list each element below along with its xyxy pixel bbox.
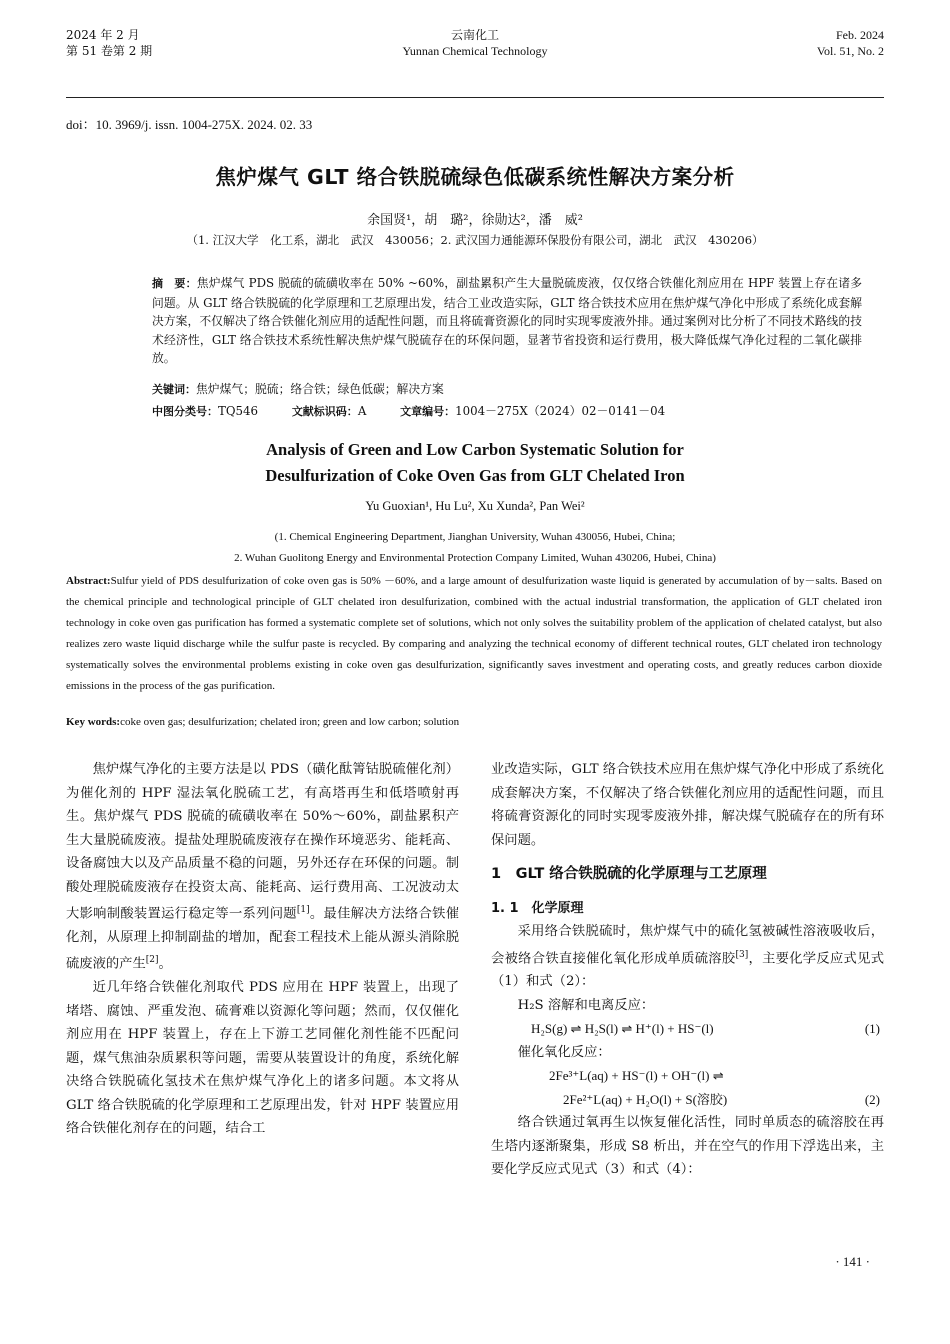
section-heading: 1 GLT 络合铁脱硫的化学原理与工艺原理: [491, 866, 767, 882]
equation-2-number: (2): [864, 1091, 880, 1107]
abstract-cn: [152, 274, 862, 368]
body-column-right: [491, 758, 884, 1182]
paragraph: 业改造实际，GLT 络合铁技术应用在焦炉煤气净化中形成了系统化成套解决方案，不仅解决了络合铁催化剂应用的适配性问题，而且将硫膏资源化的同时实现零废液外排，解决煤气脱硫存在的所有环保问题。: [491, 762, 884, 848]
header-journal-cn: 云南化工: [450, 28, 499, 42]
title-en-line-1: Analysis of Green and Low Carbon Systematic Solution for: [266, 440, 684, 459]
equation-2-text-a: 2Fe³⁺L(aq) + HS⁻(l) + OH⁻(l) ⇌: [549, 1068, 724, 1084]
abstract-en: [66, 571, 882, 697]
header-right: [817, 27, 884, 59]
page-number: · 141 ·: [835, 1254, 870, 1269]
equation-2-line-2: [491, 1088, 884, 1112]
header-volume-en: Vol. 51, No. 2: [816, 44, 884, 58]
paragraph: 近几年络合铁催化剂取代 PDS 应用在 HPF 装置上，出现了堵塔、腐蚀、严重发泡、硫膏难以资源化等问题；然而，仅仅催化剂应用在 HPF 装置上，存在上下游工艺同催化剂性能不匹配问题，煤气焦油杂质累积等问题，需要从装置设计的角度，系统化解决络合铁脱硫化氢技术在焦炉煤气净化上的诸多问题。本文将从 GLT 络合铁脱硫的化学原理和工艺原理出发，针对 HPF 装置应用络合铁催化剂存在的问题，结合工: [66, 980, 459, 1137]
header-center: [66, 27, 884, 59]
equation-1: [491, 1017, 884, 1041]
affiliation-en-2: 2. Wuhan Guolitong Energy and Environmental Protection Company Limited, Wuhan 430206, Hubei, China): [234, 552, 716, 564]
affiliations-en: [66, 527, 884, 569]
citation-ref[interactable]: [1]: [296, 905, 310, 915]
keywords-en-label: Key words:: [66, 716, 121, 728]
citation-ref[interactable]: [3]: [735, 949, 749, 960]
paragraph-text: 。: [158, 956, 172, 972]
title-en: [66, 437, 884, 489]
authors-en: Yu Guoxian¹, Hu Lu², Xu Xunda², Pan Wei²: [365, 499, 585, 513]
paragraph: 络合铁通过氧再生以恢复催化活性，同时单质态的硫溶胶在再生塔内逐渐聚集，形成 S8 析出，并在空气的作用下浮选出来，主要化学反应式见式（3）和式（4）：: [491, 1115, 884, 1178]
abstract-en-label: Abstract:: [66, 575, 111, 587]
running-header: [66, 27, 884, 98]
abstract-cn-label: 摘 要：: [152, 277, 197, 290]
header-journal-en: Yunnan Chemical Technology: [402, 44, 548, 58]
abstract-cn-text: 焦炉煤气 PDS 脱硫的硫磺收率在 50% ~60%，副盐累积产生大量脱硫废液，仅仅络合铁催化剂应用在 HPF 装置上存在诸多问题。从 GLT 络合铁脱硫的化学原理和工艺原理出发，结合工业改造实际，GLT 络合铁技术应用在焦炉煤气净化中形成了系统化成套解决方案，不仅解决了络合铁催化剂应用的适配性问题，而且将硫膏资源化的同时实现零废液外排。通过案例对比分析了不同技术路线的技术经济性，GLT 络合铁技术系统性解决焦炉煤气脱硫存在的环保问题，显著节省投资和运行费用，极大降低煤气净化过程的二氧化碳排放。: [152, 276, 863, 366]
keywords-en-text: coke oven gas; desulfurization; chelated iron; green and low carbon; solution: [120, 716, 460, 728]
header-date-en: Feb. 2024: [836, 28, 884, 42]
paragraph-text: ，主要化学反应式见式（1）和式（2）：: [491, 950, 885, 990]
paragraph: [66, 758, 459, 976]
classification-line: [152, 402, 695, 419]
body-column-left: [66, 758, 459, 1141]
article-number-value: 1004－275X（2024）02－0141－04: [455, 404, 666, 418]
clc-value: TQ546: [218, 404, 259, 418]
paragraph-text: 焦炉煤气净化的主要方法是以 PDS（磺化酞箐钴脱硫催化剂）为催化剂的 HPF 湿法氧化脱硫工艺，有高塔再生和低塔喷射再生。焦炉煤气 PDS 脱硫的硫磺收率在 50%～60%，副盐累积产生大量脱硫废液。提盐处理脱硫废液存在操作环境恶劣、能耗高、设备腐蚀大以及产品质量不稳的问题，另外还存在环保的问题。制酸处理脱硫废液存在投资太高、能耗高、运行费用高、工况波动太大影响制酸装置运行稳定等一系列问题: [66, 762, 459, 922]
subsection-heading: 1. 1 化学原理: [491, 900, 584, 916]
paragraph-text: 。最佳解决方法络合铁催化剂，从原理上抑制副盐的增加，配套工程技术上能从源头消除脱硫废液的产生: [66, 906, 460, 972]
equation-2-line-1: [491, 1064, 884, 1088]
title-cn: 焦炉煤气 GLT 络合铁脱硫绿色低碳系统性解决方案分析: [215, 165, 735, 189]
citation-ref[interactable]: [2]: [145, 955, 159, 966]
equation-1-text: H₂S(g) ⇌ H₂S(l) ⇌ H⁺(l) + HS⁻(l): [531, 1021, 714, 1037]
keywords-en: [66, 716, 459, 728]
paragraph: [491, 920, 884, 994]
keywords-cn-label: 关键词：: [152, 383, 196, 396]
equation-2-text-b: 2Fe²⁺L(aq) + H₂O(l) + S(溶胶): [563, 1091, 728, 1107]
keywords-cn: [152, 380, 444, 397]
equation-1-number: (1): [864, 1021, 880, 1037]
affiliations-cn: （1. 江汉大学 化工系，湖北 武汉 430056；2. 武汉国力通能源环保股份有限公司，湖北 武汉 430206）: [186, 233, 764, 247]
header-date-cn: 2024 年 2 月: [66, 28, 140, 42]
clc-label: 中图分类号：: [152, 405, 218, 418]
paragraph-text: 采用络合铁脱硫时，焦炉煤气中的硫化氢被碱性溶液吸收后，会被络合铁直接催化氧化形成单质硫溶胶: [491, 924, 884, 966]
keywords-cn-text: 焦炉煤气；脱硫；络合铁；绿色低碳；解决方案: [196, 382, 444, 396]
doi: doi：10. 3969/j. issn. 1004-275X. 2024. 02. 33: [66, 117, 313, 132]
abstract-en-text: Sulfur yield of PDS desulfurization of coke oven gas is 50% －60%, and a large amount of desulfurization waste liquid is generated by accumulation of by－salts. Based on the chemical principle and technological principle of GLT chelated iron desulfurization, combined with the actual industrial transformation, the application of GLT chelated iron technology in coke oven gas purification has formed a systematic complete set of solutions, which not only solves the suitability problem of the application of chelated catalyst, but also realizes zero waste liquid discharge while the sulfur paste is recycled. By comparing and analyzing the technical economy of different technical routes, GLT chelated iron technology systematically solves the environmental problems existing in coke oven gas desulfurization, significantly saves investment and operating costs, and greatly reduces carbon dioxide emissions in the process of the gas purification.: [66, 575, 882, 692]
equation-label: 催化氧化反应：: [517, 1044, 611, 1060]
doc-code-value: A: [357, 404, 367, 418]
authors-cn: 余国贤¹，胡 璐²，徐勋达²，潘 威²: [367, 213, 583, 228]
article-number-label: 文章编号：: [400, 405, 456, 418]
doc-code-label: 文献标识码：: [291, 405, 358, 418]
equation-label: H₂S 溶解和电离反应：: [517, 997, 655, 1013]
affiliation-en-1: (1. Chemical Engineering Department, Jianghan University, Wuhan 430056, Hubei, China;: [274, 531, 676, 543]
header-volume-cn: 第 51 卷第 2 期: [66, 44, 153, 58]
title-en-line-2: Desulfurization of Coke Oven Gas from GLT Chelated Iron: [265, 466, 685, 485]
